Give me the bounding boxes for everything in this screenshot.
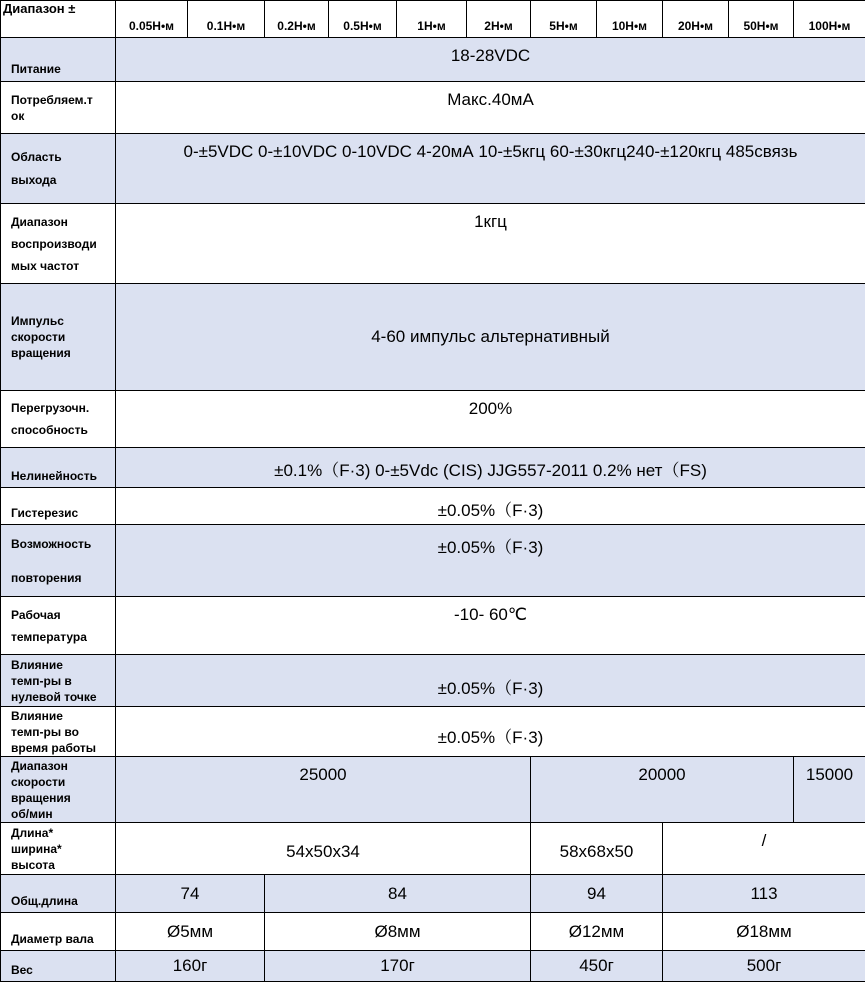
shaft-label: Диаметр вала: [1, 913, 116, 951]
nonlinearity-label: Нелинейность: [1, 448, 116, 488]
weight-value-3: 450г: [531, 951, 663, 982]
range-2: 2Н•м: [467, 1, 531, 38]
overload-label: [1, 391, 116, 448]
current-label-line-2: ок: [11, 108, 115, 124]
zero-drift-label-line-3: нулевой точке: [11, 689, 115, 705]
overload-value: 200%: [116, 391, 865, 448]
temperature-label-line-1: Рабочая: [11, 604, 115, 626]
row-zero-drift: [1, 655, 865, 707]
shaft-value-4: Ø18мм: [663, 913, 865, 951]
overload-label-line-2: способность: [11, 419, 115, 441]
row-overload: [1, 391, 865, 448]
dimensions-label-line-2: ширина*: [11, 841, 115, 857]
current-label-line-1: Потребляем.т: [11, 92, 115, 108]
power-value: 18-28VDC: [116, 38, 865, 82]
range-0-2: 0.2Н•м: [265, 1, 329, 38]
freq-value: 1кгц: [116, 204, 865, 284]
range-0-5: 0.5Н•м: [329, 1, 397, 38]
shaft-value-1: Ø5мм: [116, 913, 265, 951]
dimensions-value-2: 58x68x50: [531, 823, 663, 875]
repeatability-label-line-1: Возможность: [11, 527, 115, 561]
weight-value-1: 160г: [116, 951, 265, 982]
row-work-drift: [1, 707, 865, 757]
speed-label-line-3: вращения: [11, 790, 115, 806]
row-current: [1, 82, 865, 134]
output-value: 0-±5VDC 0-±10VDC 0-10VDC 4-20мА 10-±5кгц 60-±30кгц240-±120кгц 485связь: [116, 134, 865, 204]
zero-drift-label-line-2: темп-ры в: [11, 673, 115, 689]
weight-value-2: 170г: [265, 951, 531, 982]
length-label: Общ.длина: [1, 875, 116, 913]
dimensions-label: [1, 823, 116, 875]
range-0-1: 0.1Н•м: [188, 1, 265, 38]
zero-drift-label: [1, 655, 116, 707]
power-label: Питание: [1, 38, 116, 82]
row-shaft: [1, 913, 865, 951]
row-length: [1, 875, 865, 913]
temperature-value: -10- 60℃: [116, 597, 865, 655]
length-value-4: 113: [663, 875, 865, 913]
freq-label: [1, 204, 116, 284]
length-value-3: 94: [531, 875, 663, 913]
length-value-2: 84: [265, 875, 531, 913]
zero-drift-value: ±0.05%（F·3): [116, 655, 865, 707]
work-drift-value: ±0.05%（F·3): [116, 707, 865, 757]
range-0-05: 0.05Н•м: [116, 1, 188, 38]
speed-label: [1, 757, 116, 823]
work-drift-label-line-2: темп-ры во: [11, 724, 115, 740]
freq-label-line-2: воспроизводи: [11, 233, 115, 255]
header-label: Диапазон ±: [1, 1, 116, 38]
row-repeatability: [1, 525, 865, 597]
range-5: 5Н•м: [531, 1, 597, 38]
row-hysteresis: [1, 488, 865, 525]
pulse-label-line-1: Импульс: [11, 313, 115, 329]
pulse-label-line-2: скорости: [11, 329, 115, 345]
work-drift-label: [1, 707, 116, 757]
speed-label-line-2: скорости: [11, 774, 115, 790]
row-temperature: [1, 597, 865, 655]
freq-label-line-3: мых частот: [11, 255, 115, 277]
speed-value-2: 20000: [531, 757, 794, 823]
range-100: 100Н•м: [794, 1, 865, 38]
current-value: Макс.40мА: [116, 82, 865, 134]
speed-label-line-4: об/мин: [11, 806, 115, 822]
row-speed: [1, 757, 865, 823]
dimensions-label-line-3: высота: [11, 857, 115, 873]
row-pulse: [1, 284, 865, 391]
row-weight: [1, 951, 865, 982]
row-output: [1, 134, 865, 204]
speed-value-3: 15000: [794, 757, 865, 823]
row-dimensions: [1, 823, 865, 875]
shaft-value-3: Ø12мм: [531, 913, 663, 951]
repeatability-label: [1, 525, 116, 597]
work-drift-label-line-1: Влияние: [11, 708, 115, 724]
length-value-1: 74: [116, 875, 265, 913]
freq-label-line-1: Диапазон: [11, 211, 115, 233]
weight-value-4: 500г: [663, 951, 865, 982]
speed-value-1: 25000: [116, 757, 531, 823]
current-label: [1, 82, 116, 134]
row-nonlinearity: [1, 448, 865, 488]
dimensions-value-3: /: [663, 823, 865, 875]
speed-label-line-1: Диапазон: [11, 758, 115, 774]
output-label: [1, 134, 116, 204]
shaft-value-2: Ø8мм: [265, 913, 531, 951]
dimensions-label-line-1: Длина*: [11, 825, 115, 841]
range-20: 20Н•м: [663, 1, 729, 38]
zero-drift-label-line-1: Влияние: [11, 657, 115, 673]
repeatability-value: ±0.05%（F·3): [116, 525, 865, 597]
hysteresis-value: ±0.05%（F·3): [116, 488, 865, 525]
output-label-line-1: Область: [11, 146, 115, 169]
range-1: 1Н•м: [397, 1, 467, 38]
dimensions-value-1: 54x50x34: [116, 823, 531, 875]
temperature-label-line-2: температура: [11, 626, 115, 648]
work-drift-label-line-3: время работы: [11, 740, 115, 756]
pulse-label-line-3: вращения: [11, 345, 115, 361]
hysteresis-label: Гистерезис: [1, 488, 116, 525]
range-10: 10Н•м: [597, 1, 663, 38]
row-freq: [1, 204, 865, 284]
row-power: [1, 38, 865, 82]
temperature-label: [1, 597, 116, 655]
header-row: [1, 1, 865, 38]
overload-label-line-1: Перегрузочн.: [11, 397, 115, 419]
nonlinearity-value: ±0.1%（F·3) 0-±5Vdc (CIS) JJG557-2011 0.2% нет（FS): [116, 448, 865, 488]
repeatability-label-line-2: повторения: [11, 561, 115, 595]
pulse-value: 4-60 импульс альтернативный: [116, 284, 865, 391]
weight-label: Вес: [1, 951, 116, 982]
output-label-line-2: выхода: [11, 169, 115, 192]
pulse-label: [1, 284, 116, 391]
range-50: 50Н•м: [729, 1, 794, 38]
